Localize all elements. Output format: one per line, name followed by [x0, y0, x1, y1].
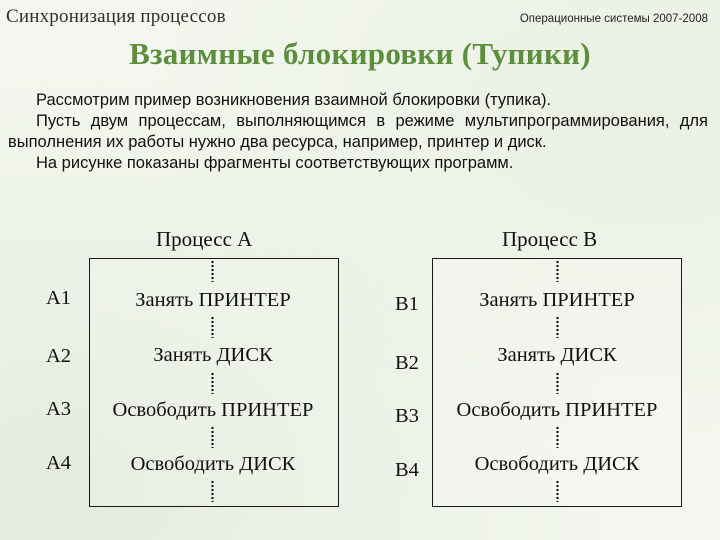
process-b-title: Процесс В	[502, 227, 598, 251]
process-b-command-4: Освободить ДИСК	[474, 453, 640, 475]
intro-line-2: Пусть двум процессам, выполняющимся в режиме мультипрограммирования, для выполнения их работы нужно два ресурса, например, принтер и диск.	[8, 112, 708, 151]
course-title: Операционные системы 2007-2008	[519, 13, 708, 25]
process-b-command-3: Освободить ПРИНТЕР	[456, 399, 658, 421]
process-b-label-2: В2	[395, 352, 419, 374]
process-a-command-1: Занять ПРИНТЕР	[135, 289, 291, 311]
process-a-label-4: А4	[46, 452, 72, 474]
process-b-label-1: В1	[395, 293, 419, 315]
process-a-dots-4	[211, 480, 214, 502]
process-a-label-1: А1	[46, 287, 72, 309]
process-a-dots-0	[211, 260, 214, 282]
slide-title: Взаимные блокировки (Тупики)	[129, 36, 591, 71]
intro-line-1: Рассмотрим пример возникновения взаимной блокировки (тупика).	[36, 91, 552, 109]
process-b-dots-3	[556, 426, 559, 448]
process-b-dots-4	[556, 480, 559, 502]
process-b-command-2: Занять ДИСК	[497, 344, 617, 366]
process-a-dots-2	[211, 372, 214, 394]
intro-line-3: На рисунке показаны фрагменты соответствующих программ.	[36, 154, 514, 172]
process-a-title: Процесс А	[156, 227, 253, 251]
process-a-command-2: Занять ДИСК	[153, 344, 273, 366]
process-b-dots-2	[556, 372, 559, 394]
process-b-command-1: Занять ПРИНТЕР	[479, 289, 635, 311]
process-a-label-2: А2	[46, 345, 72, 367]
process-a-command-4: Освободить ДИСК	[130, 453, 296, 475]
process-a-label-3: А3	[46, 398, 72, 420]
process-b-dots-1	[556, 316, 559, 338]
section-title: Синхронизация процессов	[6, 6, 226, 27]
process-a-dots-1	[211, 316, 214, 338]
process-a-command-3: Освободить ПРИНТЕР	[112, 399, 314, 421]
process-b-label-3: В3	[395, 405, 419, 427]
process-b-dots-0	[556, 260, 559, 282]
process-b-label-4: В4	[395, 459, 419, 481]
process-a-dots-3	[211, 426, 214, 448]
intro-text	[8, 90, 708, 174]
